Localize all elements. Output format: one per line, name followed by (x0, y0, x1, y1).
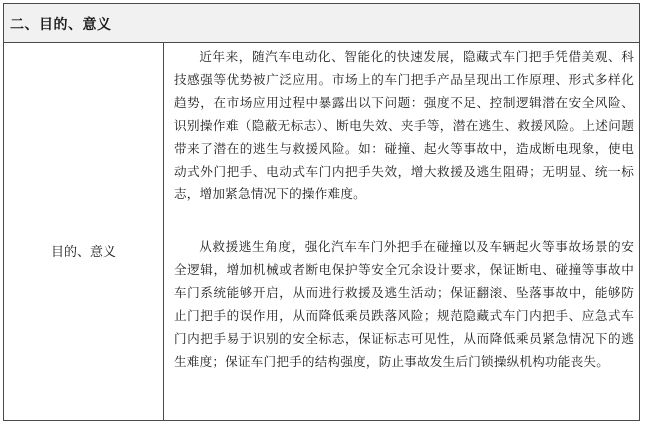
content-paragraph: 近年来，随汽车电动化、智能化的快速发展，隐藏式车门把手凭借美观、科技感强等优势被广泛应用。市场上的车门把手产品呈现出工作原理、形式多样化趋势，在市场应用过程中暴露出以下问题：强度不足、控制逻辑潜在安全风险、识别操作难（隐蔽无标志）、断电失效、夹手等，潜在逃生、救援风险。上述问题带来了潜在的逃生与救援风险。如：碰撞、起火等事故中，造成断电现象，使电动式外门把手、电动式车门内把手失效，增大救援及逃生阻碍；无明显、统一标志，增加紧急情况下的操作难度。 (174, 49, 634, 202)
content-paragraph: 从救援逃生角度，强化汽车车门外把手在碰撞以及车辆起火等事故场景的安全逻辑，增加机械或者断电保护等安全冗余设计要求，保证断电、碰撞等事故中车门系统能够开启，从而进行救援及逃生活动；保证翻滚、坠落事故中，能够防止门把手的误作用，从而降低乘员跌落风险；规范隐藏式车门内把手、应急式车门内把手易于识别的安全标志，保证标志可见性，从而降低乘员紧急情况下的逃生难度；保证车门把手的结构强度，防止事故发生后门锁操纵机构功能丧失。 (174, 239, 634, 369)
row-label: 目的、意义 (50, 245, 116, 260)
section-header-row (4, 4, 639, 43)
document-table (3, 3, 640, 421)
row-content-cell (164, 43, 639, 420)
section-heading: 二、目的、意义 (10, 17, 112, 33)
row-label-cell (4, 43, 164, 420)
